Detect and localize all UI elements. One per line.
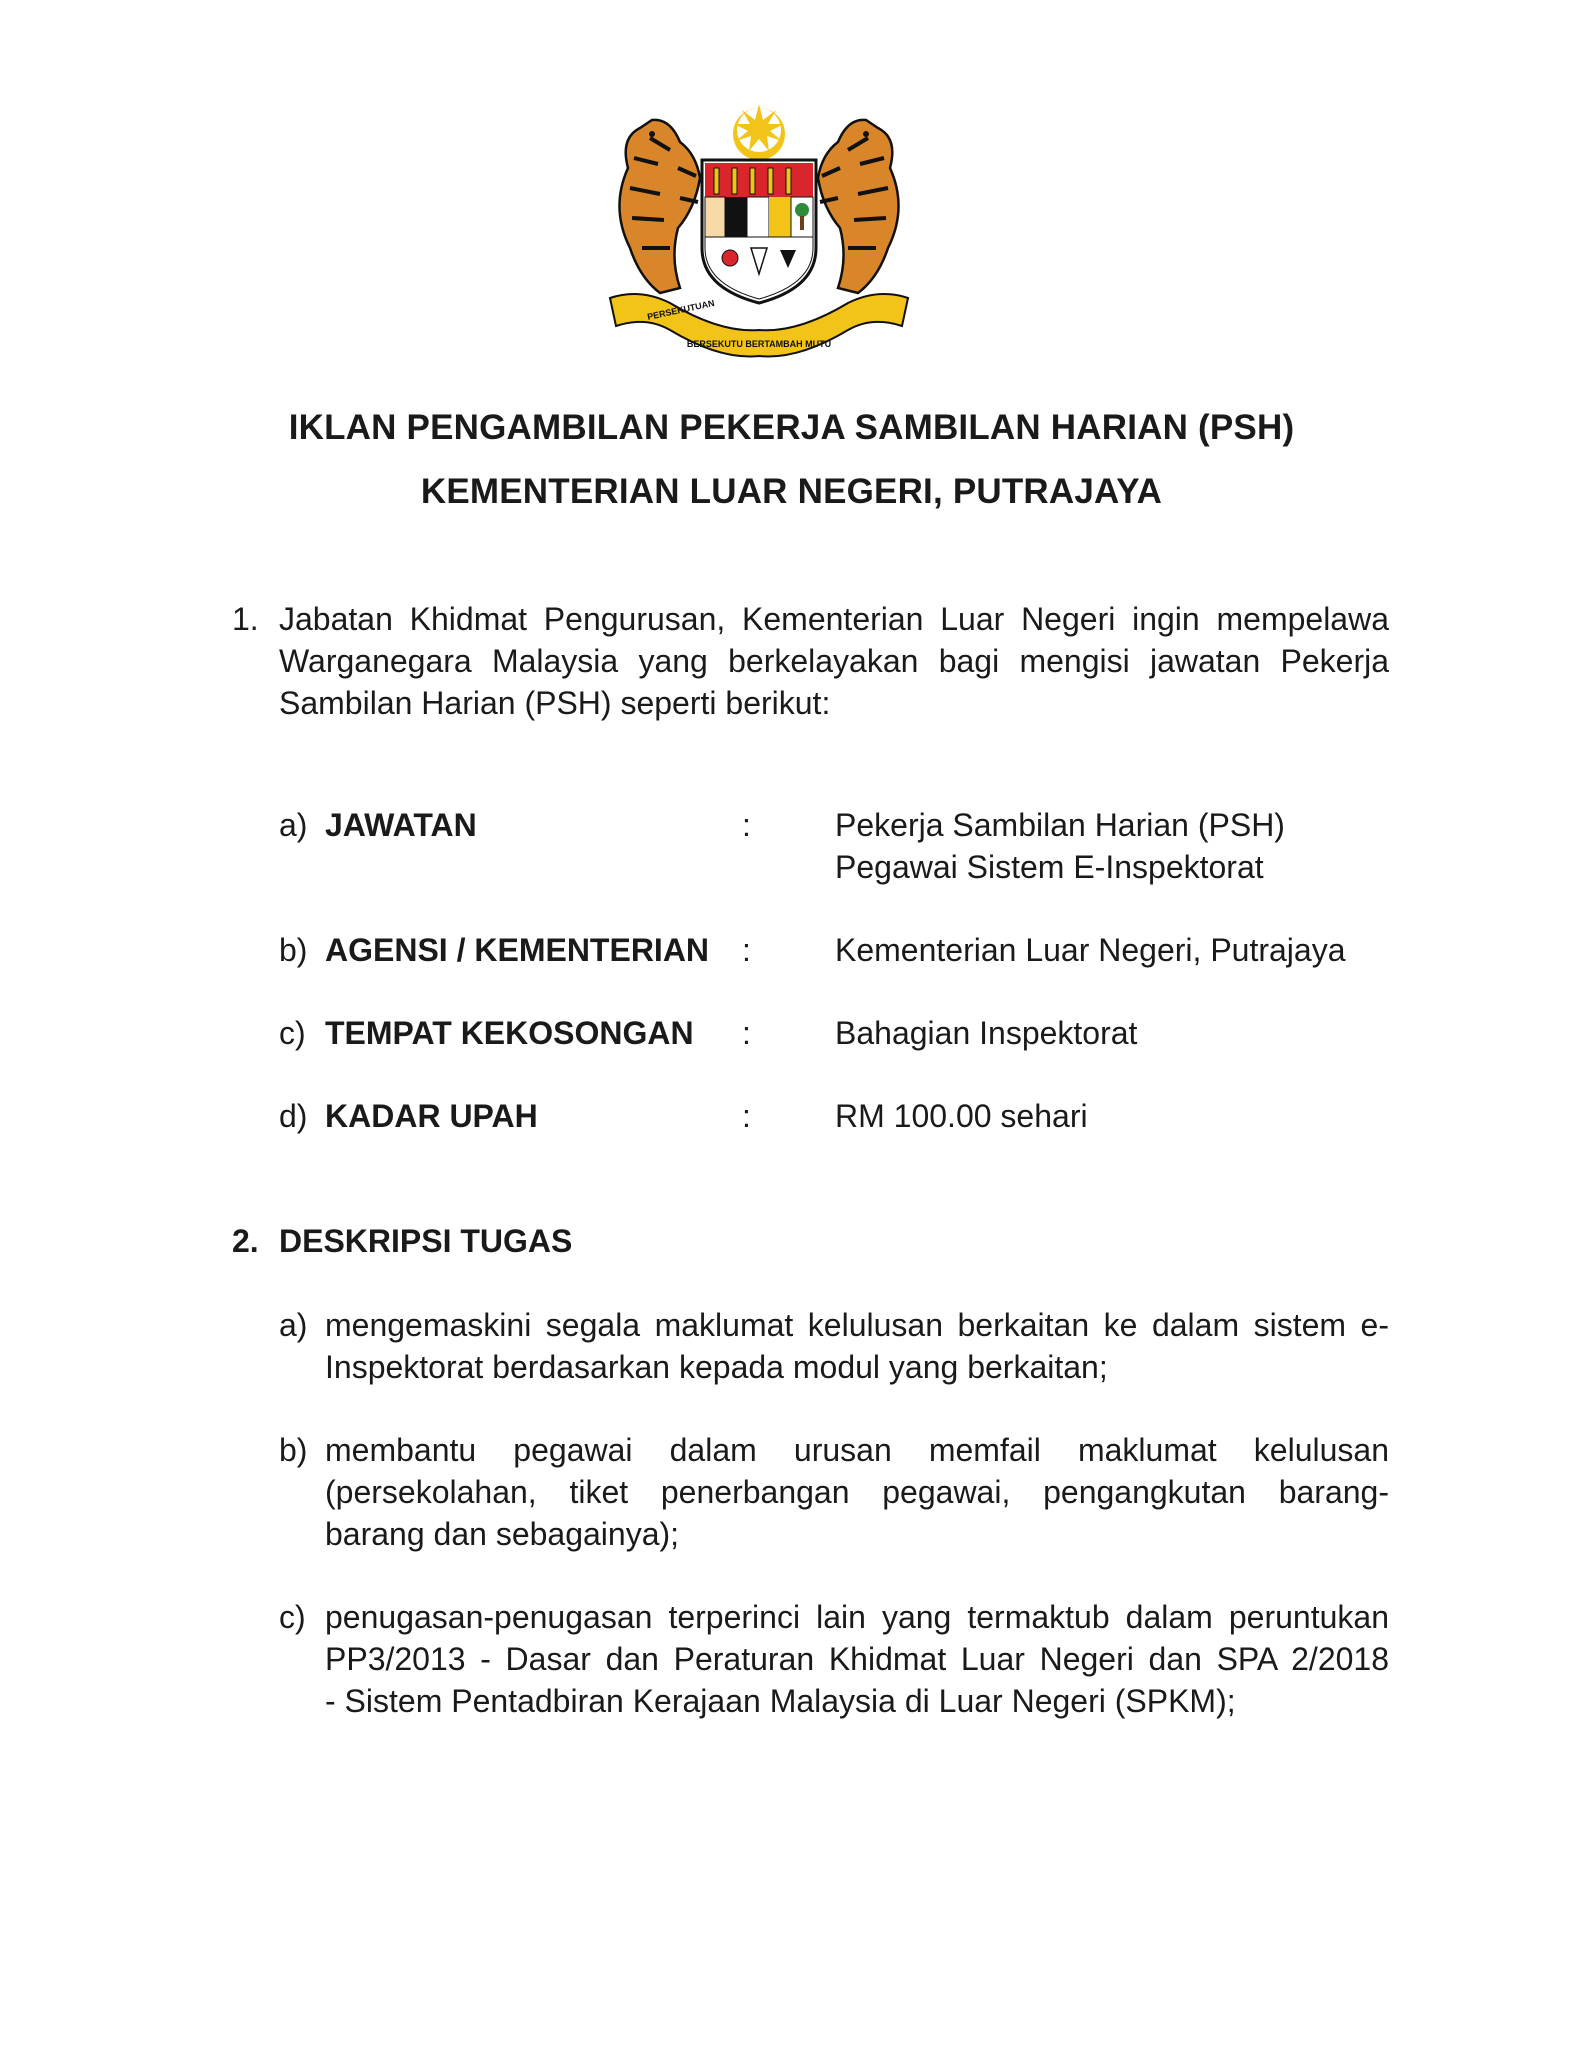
title-line-1: IKLAN PENGAMBILAN PEKERJA SAMBILAN HARIAN (PSH) <box>288 408 1295 447</box>
task-line: barang dan sebagainya); <box>325 1516 680 1552</box>
detail-colon: : <box>742 807 751 843</box>
task-line: - Sistem Pentadbiran Kerajaan Malaysia di Luar Negeri (SPKM); <box>325 1683 1236 1719</box>
detail-letter-d: d) <box>279 1098 308 1134</box>
detail-value-kadar: RM 100.00 sehari <box>835 1098 1088 1134</box>
section2-number: 2. <box>232 1223 259 1259</box>
right-tiger-icon <box>818 120 899 293</box>
detail-letter-a: a) <box>279 807 308 843</box>
coat-of-arms-emblem <box>600 98 918 358</box>
task-item-b <box>325 1429 1389 1555</box>
task-letter-b: b) <box>279 1432 308 1468</box>
motto-center-text: BERSEKUTU BERTAMBAH MUTU <box>686 339 832 349</box>
task-letter-c: c) <box>279 1599 306 1635</box>
task-line: Inspektorat berdasarkan kepada modul yang berkaitan; <box>325 1349 1108 1385</box>
task-line: penugasan-penugasan terperinci lain yang termaktub dalam peruntukan <box>325 1599 1389 1635</box>
task-line: mengemaskini segala maklumat kelulusan berkaitan ke dalam sistem e- <box>325 1307 1389 1343</box>
detail-colon: : <box>742 1015 751 1051</box>
task-item-c <box>325 1596 1389 1722</box>
motto-left-text: PERSEKUTUAN <box>646 297 716 322</box>
detail-value-jawatan <box>835 804 1285 888</box>
task-letter-a: a) <box>279 1307 308 1343</box>
intro-line: Warganegara Malaysia yang berkelayakan bagi mengisi jawatan Pekerja <box>279 643 1389 679</box>
intro-paragraph <box>279 598 1389 724</box>
detail-letter-b: b) <box>279 932 308 968</box>
intro-line: Sambilan Harian (PSH) seperti berikut: <box>279 685 831 721</box>
detail-value-line: Pekerja Sambilan Harian (PSH) <box>835 807 1285 843</box>
star-crescent-icon <box>733 104 785 160</box>
title-line-2: KEMENTERIAN LUAR NEGERI, PUTRAJAYA <box>420 472 1163 511</box>
detail-value-agensi: Kementerian Luar Negeri, Putrajaya <box>835 932 1346 968</box>
detail-colon: : <box>742 932 751 968</box>
detail-label-tempat: TEMPAT KEKOSONGAN <box>325 1015 694 1051</box>
left-tiger-icon <box>619 120 700 293</box>
section2-heading: DESKRIPSI TUGAS <box>279 1223 573 1259</box>
detail-label-kadar: KADAR UPAH <box>325 1098 538 1134</box>
detail-label-jawatan: JAWATAN <box>325 807 477 843</box>
shield-icon <box>702 160 816 303</box>
detail-value-tempat: Bahagian Inspektorat <box>835 1015 1138 1051</box>
task-line: PP3/2013 - Dasar dan Peraturan Khidmat Luar Negeri dan SPA 2/2018 <box>325 1641 1389 1677</box>
detail-value-line: Pegawai Sistem E-Inspektorat <box>835 849 1264 885</box>
task-item-a <box>325 1304 1389 1388</box>
detail-label-agensi: AGENSI / KEMENTERIAN <box>325 932 710 968</box>
intro-number: 1. <box>232 601 259 637</box>
task-line: membantu pegawai dalam urusan memfail maklumat kelulusan <box>325 1432 1389 1468</box>
detail-letter-c: c) <box>279 1015 306 1051</box>
detail-colon: : <box>742 1098 751 1134</box>
task-line: (persekolahan, tiket penerbangan pegawai, pengangkutan barang- <box>325 1474 1389 1510</box>
intro-line: Jabatan Khidmat Pengurusan, Kementerian Luar Negeri ingin mempelawa <box>279 601 1389 637</box>
